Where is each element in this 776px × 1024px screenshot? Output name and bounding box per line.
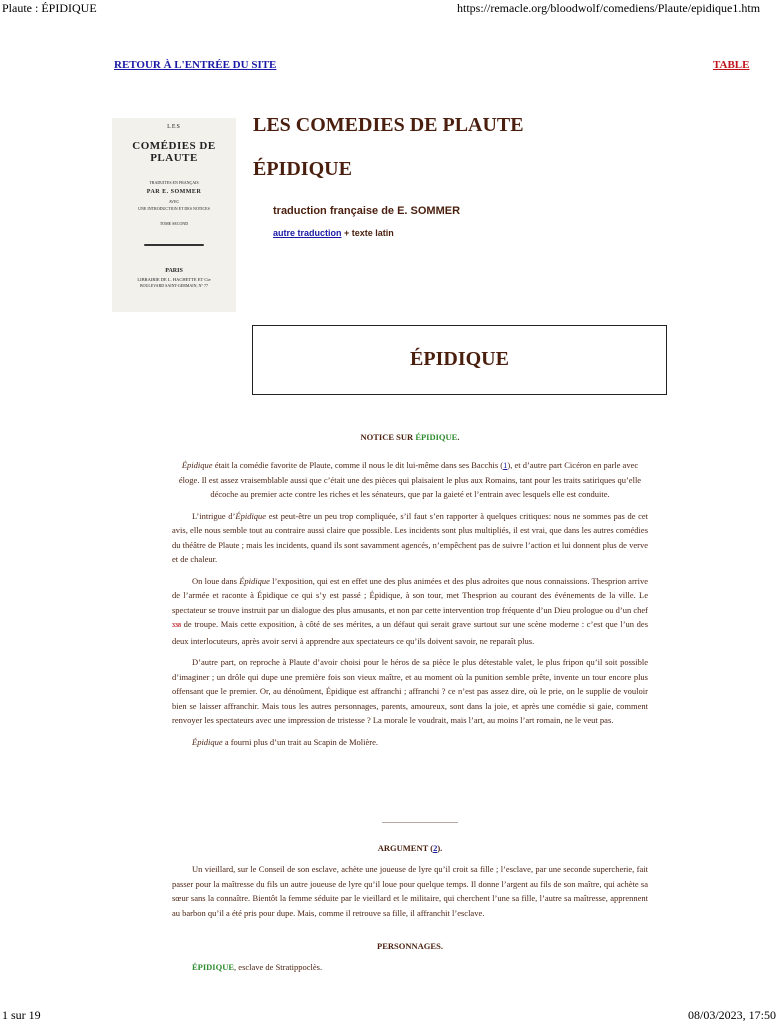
table-link[interactable]: TABLE — [713, 59, 750, 71]
page-title: LES COMEDIES DE PLAUTE — [253, 114, 524, 136]
argument-paragraph: Un vieillard, sur le Conseil de son esclave, achète une joueuse de lyre qu’il croit sa fille ; l’esclave, par une seconde supercherie, fait passer pour la maîtresse du fils un autre joueuse de lyre qu’il loue pour quelque temps. Il donne l’argent au fils de son maître, qui achète sa sœur sans la connaître. Bientôt la femme séduite par le vieillard et le militaire, qui cherchent l’une sa fille, l’autre sa maîtresse, apprennent au barbon qu’il a été pris pour dupe. Mais, comme il retrouve sa fille, il affranchit l’esclave. — [172, 864, 648, 918]
p2-text-a: L’intrigue d’ — [192, 510, 236, 521]
notice-heading-name: ÉPIDIQUE — [415, 432, 458, 442]
p1-text-a: était la comédie favorite de Plaute, comme il nous le dit lui-même dans ses Bacchis ( — [212, 460, 504, 470]
cover-les: LES — [167, 124, 181, 130]
notice-heading-suffix: . — [457, 432, 460, 442]
p5-title: Épidique — [192, 736, 223, 747]
personnages-heading-suffix: . — [440, 941, 443, 951]
argument-heading-open: ( — [428, 843, 434, 853]
latin-text-label: + texte latin — [341, 228, 394, 238]
title-box — [252, 325, 667, 395]
print-page-url: https://remacle.org/bloodwolf/comediens/Plaute/epidique1.htm — [457, 1, 761, 15]
cover-avec: AVEC — [168, 199, 180, 204]
argument-heading — [172, 843, 648, 853]
cover-publisher: LIBRAIRIE DE L. HACHETTE ET Cie — [137, 277, 211, 282]
translation-credit: traduction française de E. SOMMER — [273, 205, 461, 217]
p1-text-b: ), et d’autre part Cicéron en parle avec éloge. Il est assez vraisemblable aussi que c’était une des pièces qui plaisaient le plus aux Romains, tant pour les traits satiriques qu’elle décoche au premier acte contre les riches et les sénateurs, que par la gaieté et l’entrain avec lesquels elle est conduite. — [178, 460, 642, 499]
translation-links — [273, 228, 394, 238]
title-box-heading: ÉPIDIQUE — [410, 348, 509, 370]
personnage-entry — [192, 962, 322, 972]
cover-city: PARIS — [165, 268, 183, 274]
print-page-title: Plaute : ÉPIDIQUE — [2, 1, 97, 15]
print-header — [0, 0, 768, 18]
cover-intro: UNE INTRODUCTION ET DES NOTICES — [138, 206, 210, 211]
p3-text-a: On loue dans — [192, 575, 240, 586]
cover-address: BOULEVARD SAINT-GERMAIN, N° 77 — [139, 283, 209, 288]
cover-tome: TOME SECOND — [159, 221, 189, 226]
section-divider — [382, 822, 458, 823]
personnage-description: , esclave de Stratippoclès. — [234, 962, 323, 972]
p1-title: Épidique — [181, 460, 213, 470]
cover-author: PAR E. SOMMER — [146, 189, 202, 195]
print-datetime: 08/03/2023, 17:50 — [688, 1008, 776, 1022]
p5-text: a fourni plus d’un trait au Scapin de Molière. — [222, 736, 379, 747]
p3-title: Épidique — [239, 575, 270, 586]
notice-paragraph-3 — [172, 574, 648, 649]
p3-text-b: l’exposition, qui est en effet une des plus animées et des plus adroites que nous connaissions. Thesprion arrive de l’armée et raconte à Épidique ce qui s’y est passé ; Épidique, à son tour, met Thesprion au courant des événements de la ville. Le spectateur se trouve instruit par un dialogue des plus amusants, et non par cette intervention trop fréquente d’un Dieu prologue ou d’un chef — [172, 575, 648, 615]
notice-paragraph-4: D’autre part, on reproche à Plaute d’avoir choisi pour le héros de sa pièce le plus détestable valet, le plus fripon qu’il soit possible d’imaginer ; un drôle qui dupe une première fois son vieux maître, et au moment où la punition semble prête, invente un tour encore plus offensant que le premier. Or, au dénoûment, Épidique est affranchi ; affranchi ? ce n’est pas assez dire, où le prie, on le supplie de vouloir bien se laisser affranchir. Mais tous les autres personnages, parents, amoureux, sont dans la joie, et après une comédie si gaie, comment renvoyer les spectateurs avec une impression de tristesse ? La morale le voudrait, mais l’art, au moins l’art romain, ne le veut pas. — [172, 657, 648, 725]
autre-traduction-link[interactable]: autre traduction — [273, 228, 342, 238]
cover-title: COMÉDIES DE PLAUTE — [132, 140, 216, 164]
page-number-marker: 338 — [172, 623, 181, 629]
notice-paragraph-2 — [172, 509, 648, 567]
retour-link[interactable]: RETOUR À L'ENTRÉE DU SITE — [114, 59, 277, 71]
book-cover-image — [112, 118, 236, 312]
print-footer — [0, 1006, 776, 1024]
argument-heading-text: ARGUMENT — [377, 843, 429, 853]
notice-paragraph-1 — [172, 458, 648, 502]
p2-text-b: est peut-être un peu trop compliquée, s’il faut s’en rapporter à quelques critiques: nous ne sommes pas de cet avis, elle nous semble tout au contraire aussi claire que possible. Les incidents sont plus multipliés, il est vrai, que dans les autres comédies du théâtre de Plaute ; mais les incidents, quand ils sont savamment agencés, n’empêchent pas de suivre l’action et lui donnent plus de verve et de chaleur. — [172, 510, 649, 564]
notice-heading-prefix: NOTICE SUR — [360, 432, 416, 442]
page-subtitle: ÉPIDIQUE — [253, 158, 352, 180]
personnage-name: ÉPIDIQUE — [192, 962, 235, 972]
print-page-number: 1 sur 19 — [2, 1008, 41, 1022]
p2-title: Épidique — [235, 510, 267, 521]
notice-paragraph-5 — [172, 735, 648, 750]
argument-heading-close: ). — [437, 843, 443, 853]
personnages-heading — [172, 941, 648, 951]
p3-text-c: de troupe. Mais cette exposition, à côté de ses mérites, a un défaut qui serait grave surtout sur une scène moderne : c’est que l’un des deux interlocuteurs, après avoir servi à apprendre aux spectateurs ce qu’ils doivent savoir, ne reparaît plus. — [172, 619, 648, 646]
footnote-2-link[interactable]: 2 — [433, 843, 438, 853]
notice-body — [172, 458, 648, 756]
notice-heading — [172, 432, 648, 442]
footnote-1-link[interactable]: 1 — [503, 460, 508, 470]
argument-body — [172, 862, 648, 927]
personnages-heading-text: PERSONNAGES — [377, 941, 441, 951]
cover-subtitle: TRADUITES EN FRANÇAIS — [149, 180, 199, 185]
cover-ornament — [144, 244, 204, 246]
